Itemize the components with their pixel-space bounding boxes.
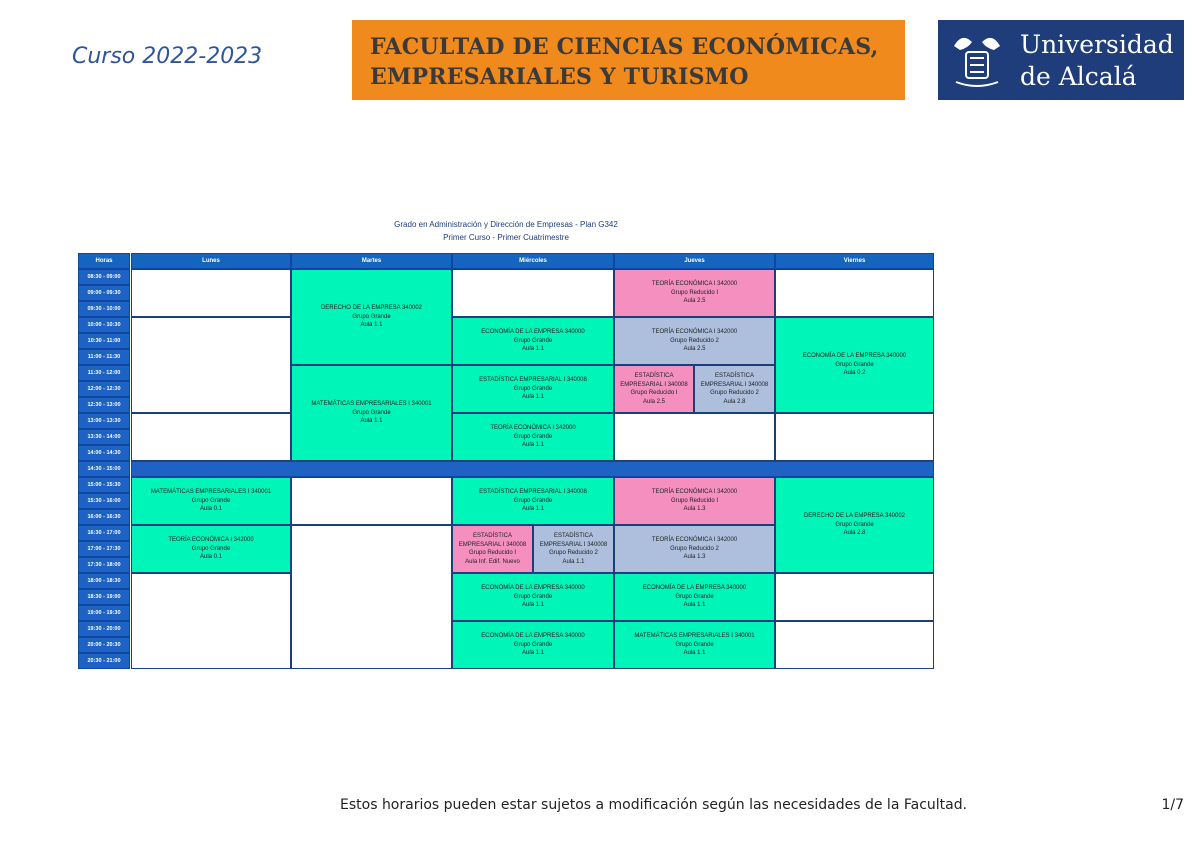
university-name-line-2: de Alcalá xyxy=(1020,62,1137,91)
class-group: Grupo Grande xyxy=(352,313,391,320)
class-subject: DERECHO DE LA EMPRESA 340002 xyxy=(320,305,423,312)
class-block-viernes-derecho[interactable] xyxy=(775,477,934,573)
empty-slot xyxy=(131,413,291,461)
class-block-jueves-teoria-r1[interactable] xyxy=(614,477,775,525)
class-subject: TEORÍA ECONÓMICA I 342000 xyxy=(651,489,738,496)
hour-label: 19:00 - 19:30 xyxy=(78,605,130,621)
hour-label: 20:00 - 20:30 xyxy=(78,637,130,653)
class-subject: ECONOMÍA DE LA EMPRESA 340000 xyxy=(642,585,747,592)
class-group: Grupo Grande xyxy=(513,641,553,648)
class-room: Aula 0.1 xyxy=(199,506,223,513)
class-room: Aula 1.3 xyxy=(683,506,706,513)
class-subject: MATEMÁTICAS EMPRESARIALES I 340001 xyxy=(150,489,272,496)
hour-label: 16:30 - 17:00 xyxy=(78,525,130,541)
hour-label: 09:00 - 09:30 xyxy=(78,285,130,301)
class-block-lunes-teoria[interactable] xyxy=(131,525,291,573)
empty-slot xyxy=(452,269,614,317)
class-subject: ECONOMÍA DE LA EMPRESA 340000 xyxy=(802,353,907,360)
class-room: Aula 1.1 xyxy=(521,346,545,353)
class-block-miercoles-estadistica[interactable] xyxy=(452,477,614,525)
header-hours: Horas xyxy=(78,253,130,269)
class-room: Aula Inf. Edif. Nuevo xyxy=(465,558,520,565)
header-jueves: Jueves xyxy=(614,253,775,269)
class-group: Grupo Reducido 2 xyxy=(549,550,598,556)
class-group: Grupo Reducido I xyxy=(670,289,719,296)
class-subject: ESTADÍSTICA EMPRESARIAL I 340008 xyxy=(700,373,769,388)
class-group: Grupo Grande xyxy=(513,337,553,344)
class-subject: TEORÍA ECONÓMICA I 342000 xyxy=(651,329,738,336)
empty-slot xyxy=(775,621,934,669)
header-viernes: Viernes xyxy=(775,253,934,269)
class-subject: MATEMÁTICAS EMPRESARIALES I 340001 xyxy=(634,633,755,640)
class-block-miercoles-estadistica-r1[interactable] xyxy=(452,525,533,573)
class-room: Aula 1.1 xyxy=(521,442,545,449)
class-group: Grupo Grande xyxy=(513,385,553,392)
hour-label: 15:30 - 16:00 xyxy=(78,493,130,509)
class-subject: ECONOMÍA DE LA EMPRESA 340000 xyxy=(481,329,585,336)
class-block-jueves-estadistica-r2[interactable] xyxy=(694,365,775,413)
class-room: Aula 2.5 xyxy=(683,298,706,305)
empty-slot xyxy=(291,525,452,669)
empty-slot xyxy=(614,413,775,461)
class-group: Grupo Grande xyxy=(513,433,553,440)
class-subject: TEORÍA ECONÓMICA I 342000 xyxy=(168,537,254,544)
class-group: Grupo Reducido I xyxy=(670,497,719,504)
hour-label: 18:00 - 18:30 xyxy=(78,573,130,589)
class-block-miercoles-teoria[interactable] xyxy=(452,413,614,461)
empty-slot xyxy=(131,269,291,317)
university-crest-icon xyxy=(948,28,1006,92)
hour-label: 10:30 - 11:00 xyxy=(78,333,130,349)
hour-label: 19:30 - 20:00 xyxy=(78,621,130,637)
class-group: Grupo Grande xyxy=(191,545,231,552)
header-lunes: Lunes xyxy=(131,253,291,269)
hour-label: 20:30 - 21:00 xyxy=(78,653,130,669)
class-block-viernes-economia[interactable] xyxy=(775,317,934,413)
class-group: Grupo Grande xyxy=(835,521,874,528)
hour-label: 14:00 - 14:30 xyxy=(78,445,130,461)
timetable xyxy=(78,253,934,671)
class-block-martes-matematicas[interactable] xyxy=(291,365,452,461)
class-room: Aula 1.1 xyxy=(562,558,585,565)
hour-label: 13:00 - 13:30 xyxy=(78,413,130,429)
class-block-jueves-estadistica-r1[interactable] xyxy=(614,365,694,413)
university-name-line-1: Universidad xyxy=(1020,30,1174,59)
class-group: Grupo Grande xyxy=(675,593,714,600)
hour-label: 10:00 - 10:30 xyxy=(78,317,130,333)
class-room: Aula 1.1 xyxy=(521,602,545,609)
class-subject: ESTADÍSTICA EMPRESARIAL I 340008 xyxy=(620,373,688,388)
class-subject: MATEMÁTICAS EMPRESARIALES I 340001 xyxy=(311,401,432,408)
class-block-miercoles-economia[interactable] xyxy=(452,573,614,621)
empty-slot xyxy=(775,413,934,461)
class-block-miercoles-estadistica-r2[interactable] xyxy=(533,525,614,573)
class-subject: TEORÍA ECONÓMICA I 342000 xyxy=(651,281,738,288)
class-room: Aula 0.2 xyxy=(843,370,866,377)
degree-title: Grado en Administración y Dirección de Empresas - Plan G342 xyxy=(394,220,618,229)
class-group: Grupo Reducido 2 xyxy=(670,337,719,344)
faculty-line-2: EMPRESARIALES Y TURISMO xyxy=(370,64,749,90)
class-block-jueves-matematicas[interactable] xyxy=(614,621,775,669)
class-subject: ESTADÍSTICA EMPRESARIAL I 340008 xyxy=(479,377,587,384)
class-block-jueves-teoria-r2[interactable] xyxy=(614,525,775,573)
footer-note: Estos horarios pueden estar sujetos a modificación según las necesidades de la Facultad. xyxy=(340,797,968,813)
class-block-miercoles-economia[interactable] xyxy=(452,317,614,365)
header-miercoles: Miércoles xyxy=(452,253,614,269)
faculty-line-1: FACULTAD DE CIENCIAS ECONÓMICAS, xyxy=(370,34,879,60)
class-block-martes-derecho[interactable] xyxy=(291,269,452,365)
header-martes: Martes xyxy=(291,253,452,269)
hour-label: 12:00 - 12:30 xyxy=(78,381,130,397)
class-group: Grupo Reducido I xyxy=(468,550,517,556)
hour-label: 11:30 - 12:00 xyxy=(78,365,130,381)
hour-label: 08:30 - 09:00 xyxy=(78,269,130,285)
empty-slot xyxy=(291,477,452,525)
class-block-jueves-teoria-r1[interactable] xyxy=(614,269,775,317)
class-room: Aula 2.8 xyxy=(723,398,746,405)
faculty-banner xyxy=(352,20,905,100)
empty-slot xyxy=(131,317,291,413)
class-subject: TEORÍA ECONÓMICA I 342000 xyxy=(651,537,738,544)
class-room: Aula 1.1 xyxy=(683,650,706,657)
class-room: Aula 2.5 xyxy=(683,346,706,353)
class-room: Aula 1.1 xyxy=(521,650,545,657)
hour-label: 17:30 - 18:00 xyxy=(78,557,130,573)
hour-label: 12:30 - 13:00 xyxy=(78,397,130,413)
class-room: Aula 1.1 xyxy=(360,322,383,329)
class-subject: ESTADÍSTICA EMPRESARIAL I 340008 xyxy=(479,489,587,496)
class-subject: ESTADÍSTICA EMPRESARIAL I 340008 xyxy=(539,533,608,548)
class-room: Aula 1.1 xyxy=(521,394,545,401)
class-subject: DERECHO DE LA EMPRESA 340002 xyxy=(803,513,906,520)
hour-label: 13:30 - 14:00 xyxy=(78,429,130,445)
class-room: Aula 2.8 xyxy=(843,530,866,537)
class-group: Grupo Grande xyxy=(675,641,714,648)
hour-label: 14:30 - 15:00 xyxy=(78,461,130,477)
hour-label: 17:00 - 17:30 xyxy=(78,541,130,557)
class-block-miercoles-economia[interactable] xyxy=(452,621,614,669)
class-block-jueves-teoria-r2[interactable] xyxy=(614,317,775,365)
hour-label: 16:00 - 16:30 xyxy=(78,509,130,525)
class-group: Grupo Grande xyxy=(835,361,874,368)
class-room: Aula 1.1 xyxy=(521,506,545,513)
course-term: Primer Curso - Primer Cuatrimestre xyxy=(443,233,569,242)
hour-label: 18:30 - 19:00 xyxy=(78,589,130,605)
empty-slot xyxy=(775,269,934,317)
class-subject: ECONOMÍA DE LA EMPRESA 340000 xyxy=(481,585,585,592)
class-subject: ESTADÍSTICA EMPRESARIAL I 340008 xyxy=(458,533,527,548)
class-group: Grupo Reducido I xyxy=(630,390,678,396)
class-group: Grupo Grande xyxy=(513,593,553,600)
lunch-break-row xyxy=(131,461,934,477)
class-subject: TEORÍA ECONÓMICA I 342000 xyxy=(490,425,576,432)
class-group: Grupo Grande xyxy=(352,409,391,416)
class-block-jueves-economia[interactable] xyxy=(614,573,775,621)
class-group: Grupo Reducido 2 xyxy=(710,390,759,396)
class-room: Aula 1.3 xyxy=(683,554,706,561)
class-block-lunes-matematicas[interactable] xyxy=(131,477,291,525)
class-room: Aula 2.5 xyxy=(642,398,666,405)
class-group: Grupo Grande xyxy=(513,497,553,504)
course-year: Curso 2022-2023 xyxy=(72,44,263,69)
page-number: 1/7 xyxy=(1161,797,1184,813)
class-group: Grupo Reducido 2 xyxy=(670,545,719,552)
class-room: Aula 1.1 xyxy=(683,602,706,609)
university-logo xyxy=(938,20,1184,100)
class-room: Aula 1.1 xyxy=(360,418,383,425)
class-group: Grupo Grande xyxy=(191,497,231,504)
class-subject: ECONOMÍA DE LA EMPRESA 340000 xyxy=(481,633,585,640)
empty-slot xyxy=(131,573,291,669)
hour-label: 15:00 - 15:30 xyxy=(78,477,130,493)
hour-label: 09:30 - 10:00 xyxy=(78,301,130,317)
hour-label: 11:00 - 11:30 xyxy=(78,349,130,365)
class-block-miercoles-estadistica[interactable] xyxy=(452,365,614,413)
class-room: Aula 0.1 xyxy=(199,554,223,561)
empty-slot xyxy=(775,573,934,621)
